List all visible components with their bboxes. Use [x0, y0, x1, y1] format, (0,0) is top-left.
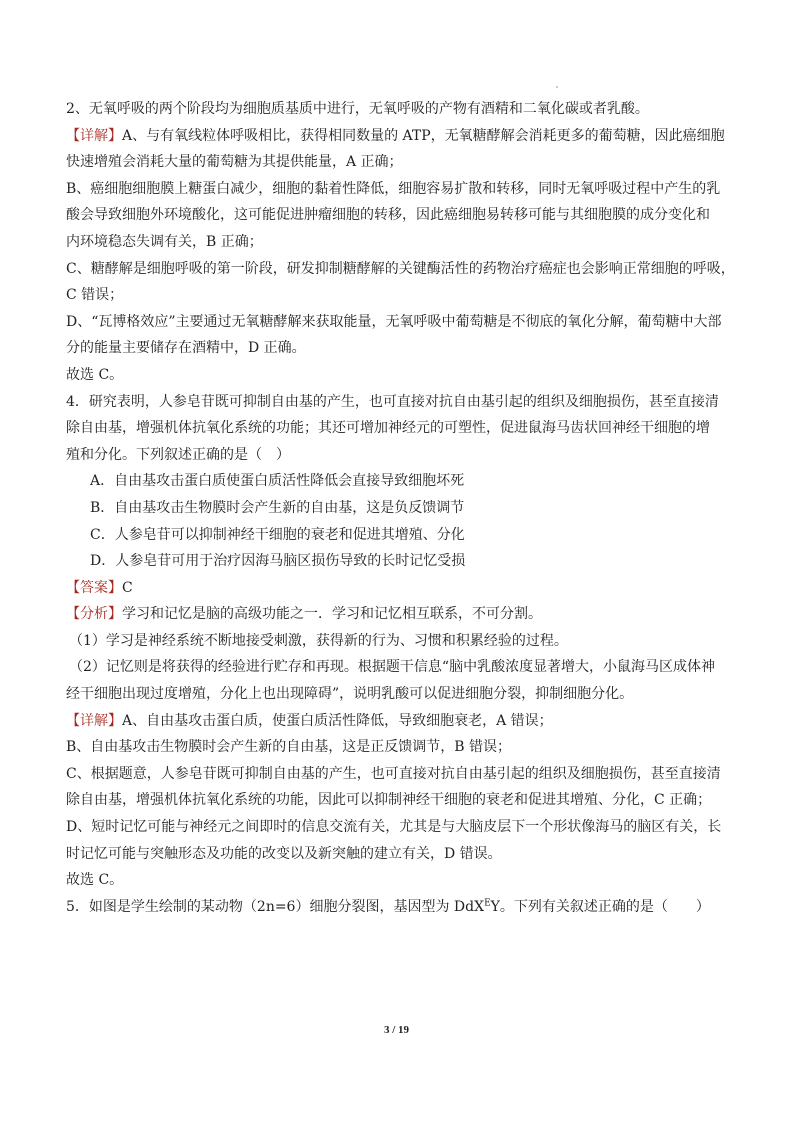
text-line-l4	[66, 176, 736, 203]
text-span: （2）记忆则是将获得的经验进行贮存和再现。根据题干信息“脑中乳酸浓度显著增大，小鼠海马区成体神	[69, 659, 716, 676]
text-line-l28	[66, 814, 736, 841]
text-span: 除自由基，增强机体抗氧化系统的功能；其还可增加神经元的可塑性，促进鼠海马齿状回神经干细胞的增	[66, 420, 710, 437]
text-line-l2	[66, 123, 736, 150]
section-label: 【详解】	[66, 712, 122, 729]
text-line-l23	[66, 681, 736, 708]
text-line-l26	[66, 761, 736, 788]
scan-speck	[556, 86, 558, 88]
text-span: D．人参皂苷可用于治疗因海马脑区损伤导致的长时记忆受损	[90, 553, 466, 570]
text-line-l21	[66, 628, 736, 655]
text-span: C 错误；	[66, 287, 124, 304]
text-span: 学习和记忆是脑的高级功能之一．学习和记忆相互联系，不可分割。	[122, 606, 542, 623]
text-line-l18	[66, 548, 736, 575]
text-span: 时记忆可能与突触形态及功能的改变以及新突触的建立有关，D 错误。	[66, 845, 502, 862]
text-span: C．人参皂苷可以抑制神经干细胞的衰老和促进其增殖、分化	[90, 526, 465, 543]
text-span: （1）学习是神经系统不断地接受刺激，获得新的行为、习惯和积累经验的过程。	[69, 632, 568, 649]
text-line-l22	[66, 654, 736, 681]
superscript: E	[484, 898, 491, 909]
text-line-l12	[66, 389, 736, 416]
text-span: A、自由基攻击蛋白质，使蛋白质活性降低，导致细胞衰老，A 错误；	[122, 712, 553, 729]
text-span: 2、无氧呼吸的两个阶段均为细胞质基质中进行，无氧呼吸的产物有酒精和二氧化碳或者乳酸。	[66, 101, 649, 117]
text-span: 5．如图是学生绘制的某动物（2n=6）细胞分裂图，基因型为 DdX	[66, 898, 485, 915]
text-span: A、与有氧线粒体呼吸相比，获得相同数量的 ATP，无氧糖酵解会消耗更多的葡萄糖，因此癌细胞	[122, 127, 725, 144]
text-line-l27	[66, 787, 736, 814]
text-span: C、糖酵解是细胞呼吸的第一阶段，研发抑制糖酵解的关键酶活性的药物治疗癌症也会影响正常细胞的呼吸，	[66, 260, 735, 277]
text-line-l24	[66, 708, 736, 735]
text-line-l31	[66, 894, 736, 921]
section-label: 【详解】	[66, 127, 122, 144]
text-line-l1	[66, 96, 736, 123]
text-line-l9	[66, 309, 736, 336]
text-span: 酸会导致细胞外环境酸化，这可能促进肿瘤细胞的转移，因此癌细胞易转移可能与其细胞膜的成分变化和	[66, 207, 710, 224]
text-span: Y。下列有关叙述正确的是（ ）	[490, 898, 710, 915]
text-line-l11	[66, 362, 736, 389]
text-line-l3	[66, 149, 736, 176]
text-line-l8	[66, 282, 736, 309]
text-line-l30	[66, 867, 736, 894]
text-span: 经干细胞出现过度增殖，分化上也出现障碍”，说明乳酸可以促进细胞分裂，抑制细胞分化。	[66, 686, 634, 703]
section-label: 【答案】	[66, 579, 122, 596]
document-body	[66, 96, 736, 920]
text-line-l15	[66, 468, 736, 495]
text-span: D、“瓦博格效应”主要通过无氧糖酵解来获取能量，无氧呼吸中葡萄糖是不彻底的氧化分解，葡萄糖中大部	[66, 313, 722, 330]
text-span: A．自由基攻击蛋白质使蛋白质活性降低会直接导致细胞坏死	[90, 473, 465, 490]
text-line-l7	[66, 256, 736, 283]
page-number: 3 / 19	[383, 1024, 410, 1036]
text-span: 殖和分化。下列叙述正确的是（ ）	[66, 446, 290, 463]
text-span: 4．研究表明，人参皂苷既可抑制自由基的产生，也可直接对抗自由基引起的组织及细胞损伤，甚至直接清	[66, 393, 719, 410]
text-span: 快速增殖会消耗大量的葡萄糖为其提供能量，A 正确；	[66, 154, 403, 171]
text-line-l19	[66, 575, 736, 602]
text-line-l10	[66, 335, 736, 362]
text-line-l13	[66, 415, 736, 442]
text-span: B、癌细胞细胞膜上糖蛋白减少，细胞的黏着性降低，细胞容易扩散和转移，同时无氧呼吸过程中产生的乳	[66, 180, 721, 197]
text-line-l25	[66, 734, 736, 761]
text-span: 除自由基，增强机体抗氧化系统的功能，因此可以抑制神经干细胞的衰老和促进其增殖、分化，C 正确；	[66, 792, 712, 809]
text-line-l5	[66, 202, 736, 229]
text-span: C、根据题意，人参皂苷既可抑制自由基的产生，也可直接对抗自由基引起的组织及细胞损伤，甚至直接清	[66, 765, 721, 782]
text-span: B．自由基攻击生物膜时会产生新的自由基，这是负反馈调节	[90, 499, 465, 516]
text-span: D、短时记忆可能与神经元之间即时的信息交流有关，尤其是与大脑皮层下一个形状像海马的脑区有关，长	[66, 819, 722, 836]
section-label: 【分析】	[66, 606, 122, 623]
text-line-l16	[66, 495, 736, 522]
text-span: 故选 C。	[66, 872, 124, 889]
text-span: 内环境稳态失调有关，B 正确；	[66, 233, 263, 250]
text-line-l14	[66, 442, 736, 469]
text-line-l29	[66, 841, 736, 868]
text-line-l20	[66, 601, 736, 628]
text-span: C	[122, 579, 133, 596]
text-line-l17	[66, 522, 736, 549]
text-span: 分的能量主要储存在酒精中，D 正确。	[66, 340, 306, 357]
text-span: 故选 C。	[66, 366, 124, 383]
text-line-l6	[66, 229, 736, 256]
text-span: B、自由基攻击生物膜时会产生新的自由基，这是正反馈调节，B 错误；	[66, 739, 512, 756]
